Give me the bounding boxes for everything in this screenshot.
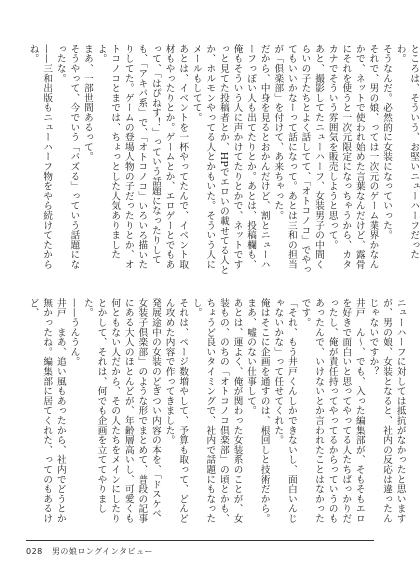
vertical-text-columns-lower: ニューハーフに対しては抵抗がなかったと思いますが、男の娘、女装となると、社内の反応は違ったんじゃないですか？ 井戸 ん〜、でも、入った編集部が、そもそもエロを好きで面白いと思ってやってる人たちばっかりだったし、俺が責任持ってやってるからっていうのもあったんで、いけないとか言われたことはなかったです。 「それ、もう井戸くんしかできないし、面白いんじゃないかな」って任せてくれた。 俺はそこに企画を通すのは、根回しと技術だから。まあ、嘘のない仕事して。 あとは、運よく、俺が関わった女装系のことが、女装もの、のちの「オトコノコ倶楽部」の頃とかも、ちょうど良いタイミングで、社内で話題にもなったし。 それは、ページ数増やして、予算も取って、どんどん攻めた内容で作ってきました。 発展途中の女装のどぎつい内容の本を、「ドスケベ女装子倶楽部」のような形でまとめて、普段の記事にある大人のほとんどが、年齢層高いし、可愛くも何ともない人だから、その人たちをメインにしたりとかして、それは、何でも企画を立ててやりました。 ——うんうん。 井戸 まあ、追い風もあったから、社内でどうとか無かったね。編集部に居てくれた、ってのもあるけど、 xyxy=(27,298,406,524)
text-block-lower xyxy=(26,298,406,526)
page-number: 028 xyxy=(26,547,43,556)
footer-rule xyxy=(26,540,374,541)
text-block-upper xyxy=(26,44,420,276)
vertical-text-columns-upper: ところは、そういう、お堅いニューハーフだったわ。 そうなんだ。必然的に女装になっていった。 それで、男の娘、っては一次元のゲーム業界かなんかで、ネットで使われ始めた言葉なんだけど、露骨にそれを使うと一次元限定になっちゃうから、カタカナでそういう雰囲気を販売しようと思って。 あと、撮影してたニューハーフ、女装男子の中間くらいの子たちとよく話してて、「オトコノコ」でやってもいいかなーって話になって。あとは三和の担当が「俱楽部」を付けて、あ来ちゃった。 だから、中身を見るとおかんだけど、割とニューハーフっぽい人も出てたりとか。あとは、投稿欄も、俺もそういう人に声かけてたりとかで、ネットですっと見てた投稿者とか、HPでエロいの載せてる人とか、ホルモンやってる人とかもいた。そういう人にメールもしてて。 あとは、イベントを一杯やってたんで、イベント取材もやったりとか。ゲームとか、エロゲーとでもあって、「はぴねす！」っていう話題になったりしても、「アキバ系」で、「オトコノコ」いろいろ描いたりしてた。ゲームの登場人物の子だったりとか、オトコノコとまでは、ちょっとした人気ありましたよ。 まあ、一部世間あるって。 そうやって、今でいう「バズる」っていう話題になったな。 ——三和出版もニューハーフ物をやら続けてたからね。 xyxy=(27,44,420,275)
running-title: 男の娘ロングインタビュー xyxy=(51,547,153,556)
page-footer xyxy=(26,546,153,557)
